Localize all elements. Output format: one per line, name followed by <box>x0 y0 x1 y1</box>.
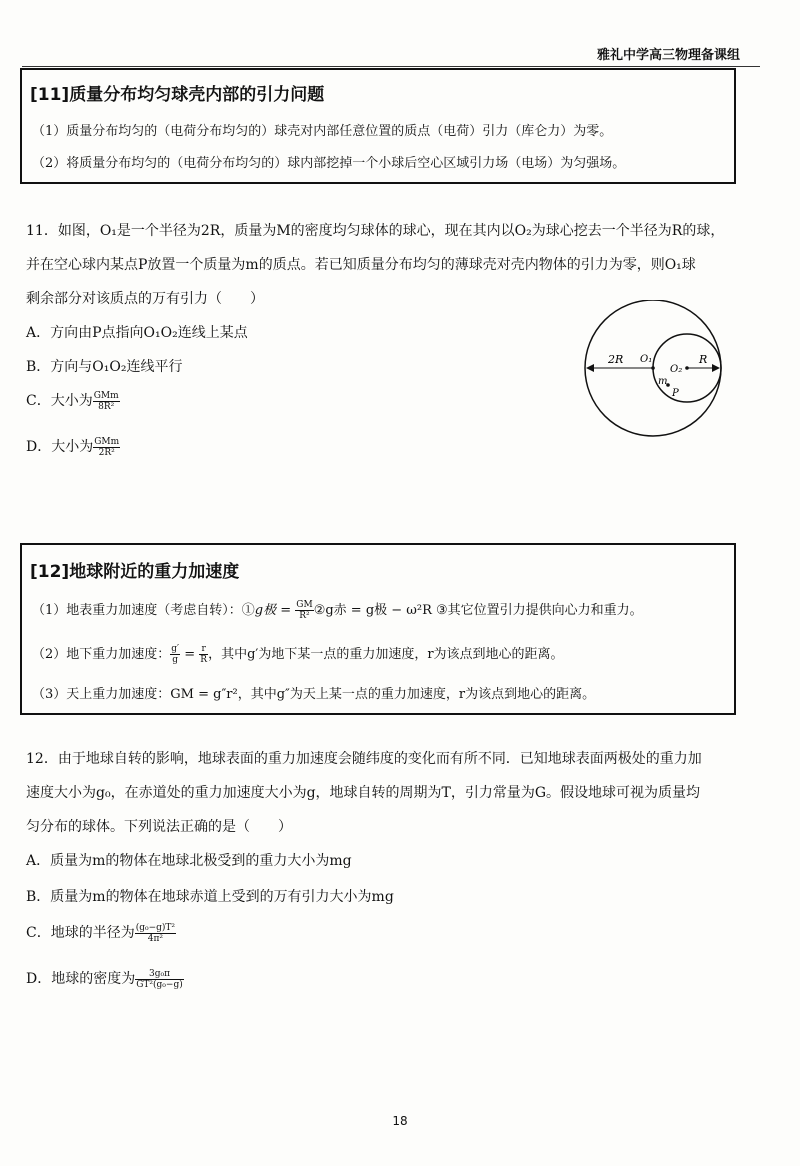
knowledge-box-12 <box>20 543 736 715</box>
box-11-line-2: （2）将质量分布均匀的（电荷分布均匀的）球内部挖掉一个小球后空心区域引力场（电场）为匀强场。 <box>32 156 626 171</box>
q12-option-d-numerator: 3g₀π <box>135 969 184 980</box>
box-12-title: [12]地球附近的重力加速度 <box>30 562 240 582</box>
q11-stem-line-1: 11．如图，O₁是一个半径为2R，质量为M的密度均匀球体的球心，现在其内以O₂为球心挖去一个半径为R的球， <box>26 223 725 239</box>
q12-option-d-prefix: D．地球的密度为 <box>26 971 136 987</box>
q11-option-c-fraction <box>93 391 120 412</box>
q11-option-d <box>26 436 120 458</box>
center-O2 <box>685 366 689 370</box>
q11-sphere-figure <box>580 300 750 470</box>
q11-option-d-denominator: 2R² <box>98 447 115 458</box>
page-number: 18 <box>392 1114 408 1128</box>
q12-option-c-fraction <box>135 923 176 944</box>
q11-option-d-numerator: GMm <box>94 436 120 447</box>
q12-stem-line-2: 速度大小为g₀，在赤道处的重力加速度大小为g，地球自转的周期为T，引力常量为G。假设地球可视为质量均 <box>26 785 701 801</box>
box-12-line-1 <box>32 599 643 621</box>
q11-option-c-numerator: GMm <box>93 390 119 401</box>
label-P: P <box>672 388 679 399</box>
label-O1: O₁ <box>640 354 653 365</box>
knowledge-box-11 <box>20 68 736 184</box>
box-12-line-1-text-a: （1）地表重力加速度（考虑自转）：① <box>32 603 255 618</box>
q11-option-c <box>26 390 120 412</box>
box-12-line-1-g-pole: g极 = <box>254 603 292 618</box>
q12-option-d-fraction <box>135 969 184 990</box>
q11-option-c-denominator: 8R² <box>98 401 115 412</box>
label-O2: O₂ <box>670 364 683 375</box>
center-O1 <box>651 366 655 370</box>
box-12-line-2-fraction-2 <box>199 644 208 665</box>
q11-option-a: A．方向由P点指向O₁O₂连线上某点 <box>26 325 248 341</box>
box-12-line-2-text-a: （2）地下重力加速度： <box>32 647 171 662</box>
q12-option-c-prefix: C．地球的半径为 <box>26 925 135 941</box>
box-12-line-2 <box>32 643 564 665</box>
q11-option-d-fraction <box>93 437 120 458</box>
q12-option-c-numerator: (g₀−g)T² <box>135 922 176 933</box>
box-12-line-2-denominator-1: g <box>172 655 179 665</box>
q12-stem-line-1: 12．由于地球自转的影响，地球表面的重力加速度会随纬度的变化而有所不同．已知地球表面两极处的重力加 <box>26 751 702 767</box>
q11-stem-line-3: 剩余部分对该质点的万有引力（ ） <box>26 291 264 307</box>
box-12-line-1-text-b: ②g赤 = g极 − ω²R ③其它位置引力提供向心力和重力。 <box>313 603 643 618</box>
box-12-line-3: （3）天上重力加速度：GM = g″r²，其中g″为天上某一点的重力加速度，r为该点到地心的距离。 <box>32 687 596 702</box>
box-12-line-2-denominator-2: R <box>200 655 208 665</box>
label-R: R <box>699 353 708 366</box>
header-divider <box>22 66 760 67</box>
box-12-line-2-numerator-1: g′ <box>171 644 180 654</box>
q12-option-d-denominator: GT²(g₀−g) <box>136 979 183 990</box>
box-12-line-2-numerator-2: r <box>199 644 208 655</box>
q11-stem-line-2: 并在空心球内某点P放置一个质量为m的质点。若已知质量分布均匀的薄球壳对壳内物体的引力为零，则O₁球 <box>26 257 696 273</box>
box-11-title: [11]质量分布均匀球壳内部的引力问题 <box>30 85 325 105</box>
q12-option-b: B．质量为m的物体在地球赤道上受到的万有引力大小为mg <box>26 889 394 905</box>
label-m: m <box>658 376 668 387</box>
box-12-line-1-numerator: GM <box>296 600 313 610</box>
box-11-line-1: （1）质量分布均匀的（电荷分布均匀的）球壳对内部任意位置的质点（电荷）引力（库仑力）为零。 <box>32 124 613 139</box>
q12-option-c <box>26 922 176 944</box>
label-2R: 2R <box>608 353 624 366</box>
q11-option-b: B．方向与O₁O₂连线平行 <box>26 359 183 375</box>
q12-option-c-denominator: 4π² <box>147 933 163 944</box>
q12-option-d <box>26 968 184 990</box>
q12-stem-line-3: 匀分布的球体。下列说法正确的是（ ） <box>26 819 292 835</box>
school-header: 雅礼中学高三物理备课组 <box>596 48 740 63</box>
box-12-line-1-fraction <box>295 600 313 621</box>
box-12-line-2-equals: = <box>184 647 196 662</box>
q11-option-c-prefix: C．大小为 <box>26 393 93 409</box>
q12-option-a: A．质量为m的物体在地球北极受到的重力大小为mg <box>26 853 352 869</box>
box-12-line-1-denominator: R² <box>299 611 310 621</box>
box-12-line-2-text-b: ，其中g′为地下某一点的重力加速度，r为该点到地心的距离。 <box>208 647 564 662</box>
q11-option-d-prefix: D．大小为 <box>26 439 94 455</box>
box-12-line-2-fraction-1 <box>170 644 180 665</box>
